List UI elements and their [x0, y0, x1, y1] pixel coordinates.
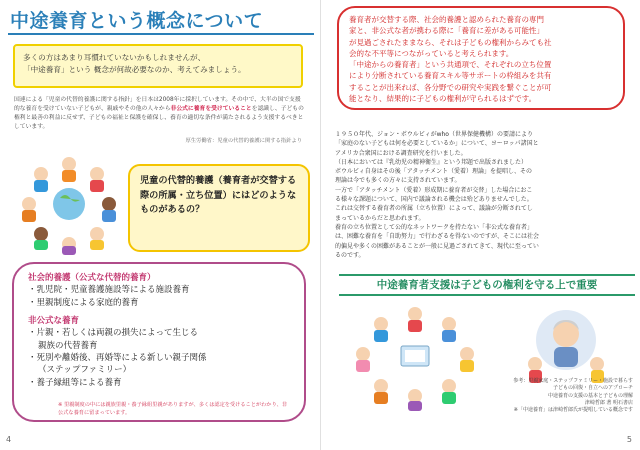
body-line-2: 「家庭のない子どもは何を必要としているか」について、ヨーロッパ諸国と [335, 140, 539, 148]
body-line-3: アメリカ合衆国における調査研究を行いました。 [335, 149, 467, 157]
ref-line-4: 津崎哲郎 著 明石書店 [584, 399, 633, 406]
body-line-9: これは交替する養育者の所属（立ち位置）によって、議論が分断されてし [335, 205, 533, 213]
un-guideline-paragraph [14, 96, 306, 132]
body-line-7: 一方で「アタッチメント（愛着）形成期に養育者が交替」した場合におこ [335, 186, 533, 194]
page-number-right: 5 [626, 435, 632, 444]
summary-line-1: 養育者が交替する際、社会的養護と認められた養育の専門 [349, 15, 544, 24]
formal-care-heading: 社会的養護（公式な代替的養育） [28, 273, 156, 283]
summary-line-4: 会的な不平等につながっていると考えられます。 [349, 48, 514, 58]
page-title: 中途養育という概念について [10, 10, 264, 32]
body-line-14: るのです。 [335, 251, 365, 259]
intro-box [13, 44, 303, 88]
paragraph-text-2: を認識し、子どもの権利と最善の利益に反せず、子どもの福祉と保護を確保し、養育の適切な条件が満たされるよう支援するべきとしています。 [14, 105, 304, 130]
informal-item-1: ・片親・若しくは両親の損失によって生じる [28, 328, 199, 339]
informal-item-1-cont: 親族の代替養育 [38, 340, 98, 351]
support-importance-heading: 中途養育者支援は子どもの権利を守る上で重要 [339, 274, 635, 296]
body-line-6: 理論は今でも多くの方々に支持されています。 [335, 177, 461, 185]
attribution: 厚生労働省：児童の代替的養護に関する指針より [185, 138, 302, 144]
summary-line-3: が見過ごされたままなら、それは子どもの権利からみても社 [349, 37, 552, 47]
informal-item-2: ・死別や離婚後、再婚等による新しい親子関係 [28, 352, 207, 363]
body-line-8: る様々な課題について、国内で議論される機会は殆どありませんでした。 [335, 196, 533, 204]
ref-line-5: ※「中途養育」は津崎哲郎氏が提唱している概念です [513, 407, 633, 413]
body-line-11: 養育の立ち位置として公的なネットワークを持たない「非公式な養育者」 [335, 223, 534, 231]
formal-item-1: ・乳児院・児童養護施設等による施設養育 [28, 285, 190, 296]
references [497, 378, 633, 414]
body-line-5: ボウルビィ自身はその後「アタッチメント（愛着）理論」を提唱し、その [335, 168, 533, 176]
summary-line-7: することが出来れば、各分野での研究や実践を繋ぐことが可 [349, 82, 552, 92]
care-types-box [12, 262, 306, 422]
right-page [320, 0, 640, 450]
ref-line-1: 参考：里親家庭・ステップファミリー・施設で暮らす [513, 378, 633, 384]
foster-footnote: ※ 里親制度の中には親族里親・養子縁組里親がありますが、多くは認定を受けることがわかり、非公式な養育に留まっています。 [58, 402, 288, 416]
children-circle-illustration [14, 148, 124, 256]
summary-line-2: 家と、非公式な者が携わる際に「養育に差がある可能性」 [349, 26, 544, 36]
informal-care-heading: 非公式な養育 [28, 315, 80, 326]
summary-line-5: 「中途からの養育者」という共通項で、それぞれの立ち位置 [349, 60, 552, 69]
paragraph-text-1: 国連による「児童の代替的養護に関する指針」を日本は2008年に採択しています。その中で、大半の国で支援的な養育を受けていない子どもが、親戚やその他の人々から [14, 97, 301, 112]
title-underline [8, 33, 314, 35]
intro-line-1: 多くの方はあまり耳慣れていないかもしれませんが、 [23, 53, 206, 62]
informal-item-3: ・養子縁組等による養育 [28, 377, 122, 388]
body-line-4: （日本においては『乳幼児の精神衛生』という邦題で出版されました） [335, 158, 528, 166]
question-bubble: 児童の代替的養護（養育者が交替する際の所属・立ち位置）にはどのようなものがあるの？ [128, 164, 310, 252]
body-line-12: は、困難な養育を「自助努力」で行わざるを得ないのですが、そこには社会 [335, 233, 540, 241]
summary-box [337, 6, 625, 110]
bowlby-history-text [335, 130, 631, 260]
holding-hands-illustration [337, 302, 493, 412]
body-line-1: １９５０年代、ジョン・ボウルビィがwho（世界保健機構）の要請により [335, 131, 533, 138]
intro-line-2: 「中途養育」という 概念が何故必要なのか、考えてみましょう。 [23, 64, 246, 74]
body-line-10: まっているからだと思われます。 [335, 214, 425, 222]
paragraph-highlight: 非公式に養育を受けていること [170, 105, 252, 112]
summary-line-8: 能となり、結果的に子どもの権利が守られるはずです。 [349, 93, 537, 103]
ref-line-2: 子どもの回復・自立へのアプローチ [552, 385, 633, 392]
page-number-left: 4 [6, 435, 12, 444]
summary-line-6: により分断されている養育スキル等サポートの枠組みを共有 [349, 71, 552, 81]
formal-item-2: ・里親制度による家庭的養育 [28, 297, 139, 308]
informal-item-2-cont: （ステップファミリー） [38, 365, 132, 376]
ref-line-3: 中途養育の支援の基本と子どもの理解 [547, 392, 633, 399]
body-line-13: 的偏見や多くの困難があることが一般に見過ごされてきて、現代に至ってい [335, 242, 539, 250]
